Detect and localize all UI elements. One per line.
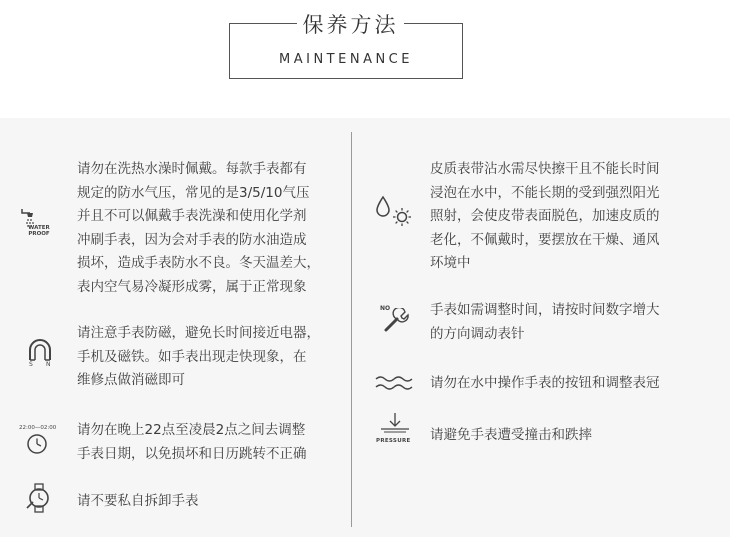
tip-no-underwater-buttons: 请勿在水中操作手表的按钮和调整表冠	[430, 375, 660, 391]
water-drop-sun-icon	[374, 195, 414, 227]
tip-hot-shower: 请勿在洗热水澡时佩戴。每款手表都有 规定的防水气压，常见的是3/5/10气压 并且不可以佩戴手表洗澡和使用化学剂 冲刷手表，因为会对手表的防水油造成 损坏，造成手表防水不良。冬天温差大， 表内空气易冷凝形成雾，属于正常现象	[77, 161, 320, 295]
tip-avoid-impact: 请避免手表遭受撞击和跌摔	[430, 427, 592, 443]
pressure-caption: PRESSURE	[376, 438, 411, 444]
tip-time-adjust-direction: 手表如需调整时间，请按时间数字增大 的方向调动表针	[430, 302, 660, 342]
no-caption: NO	[380, 305, 391, 312]
no-wrench-icon	[380, 308, 410, 334]
tip-date-adjust: 请勿在晚上22点至凌晨2点之间去调整 手表日期，以免损坏和日历跳转不正确	[77, 422, 307, 462]
clock-time-caption: 22:00—02:00	[19, 425, 57, 431]
tip-leather-strap: 皮质表带沾水需尽快擦干且不能长时间 浸泡在水中，不能长期的受到强烈阳光 照射，会使皮带表面脱色，加速皮质的 老化，不佩戴时，要摆放在干燥、通风 环境中	[430, 161, 660, 271]
tip-magnetism: 请注意手表防磁，避免长时间接近电器， 手机及磁铁。如手表出现走快现象，在 维修点做消磁即可	[77, 325, 320, 388]
magnet-pole-s: S	[29, 361, 33, 368]
clock-icon	[26, 433, 48, 455]
column-divider	[351, 132, 352, 527]
waterproof-caption: WATER PROOF	[28, 225, 50, 237]
page-subtitle: MAINTENANCE	[279, 52, 413, 67]
waves-icon	[375, 375, 415, 393]
watch-disassembly-icon	[24, 482, 54, 514]
page-title: 保养方法	[302, 13, 399, 37]
magnet-pole-n: N	[46, 361, 51, 368]
pressure-arrow-icon	[378, 412, 412, 436]
tip-no-disassembly: 请不要私自拆卸手表	[77, 493, 199, 509]
